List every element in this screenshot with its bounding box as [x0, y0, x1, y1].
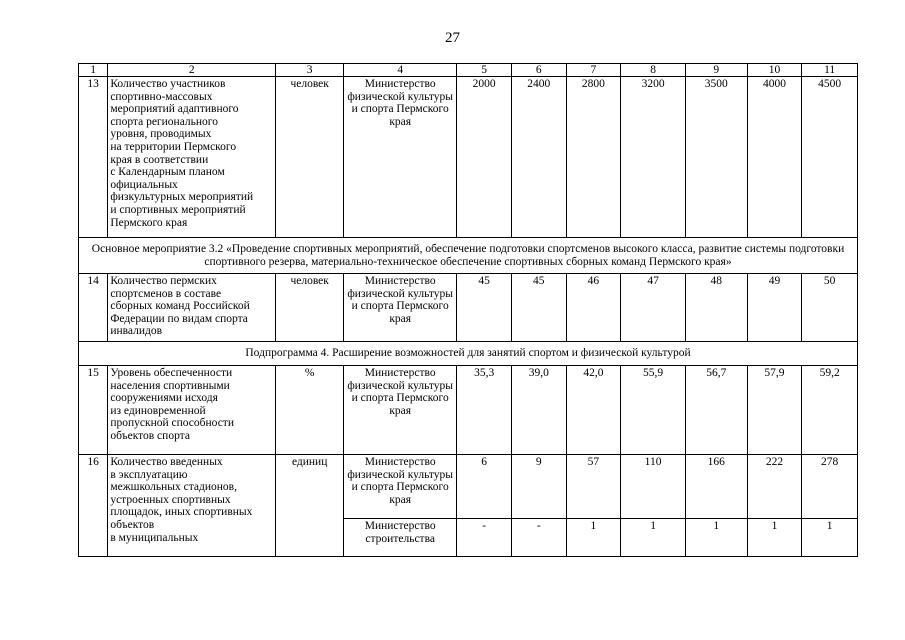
- indicator-name: Количество участников спортивно-массовых мероприятий адаптивного спорта регионального уровня, проводимых на территории Пермского края в соответствии с Календарным планом официальных физкультурных мероприятий и спортивных мероприятий Пермского края: [110, 78, 254, 229]
- column-number: 10: [747, 64, 802, 77]
- value-cell: 222: [747, 455, 802, 519]
- section-row-subprogram-4: [79, 342, 858, 366]
- value-cell: 42,0: [566, 366, 621, 455]
- value-cell: 45: [457, 274, 512, 342]
- value-cell: 110: [621, 455, 686, 519]
- responsible-ministry: Министерство строительства: [344, 519, 457, 557]
- indicator-name: Количество введенных в эксплуатацию межшкольных стадионов, устроенных спортивных площадок, иных спортивных объектов в муниципальных: [110, 456, 253, 544]
- value-cell: 1: [566, 519, 621, 557]
- row-number: 13: [79, 77, 108, 238]
- column-number: 3: [276, 64, 344, 77]
- value-cell: 59,2: [802, 366, 858, 455]
- responsible-ministry: Министерство физической культуры и спорта Пермского края: [344, 77, 457, 238]
- responsible-ministry: Министерство физической культуры и спорта Пермского края: [344, 455, 457, 519]
- value-cell: 2800: [566, 77, 621, 238]
- value-cell: 278: [802, 455, 858, 519]
- value-cell: 39,0: [511, 366, 566, 455]
- row-number: 14: [79, 274, 108, 342]
- value-cell: 6: [457, 455, 512, 519]
- column-number: 1: [79, 64, 108, 77]
- value-cell: 1: [802, 519, 858, 557]
- column-number: 11: [802, 64, 858, 77]
- column-number: 5: [457, 64, 512, 77]
- value-cell: -: [511, 519, 566, 557]
- column-number: 7: [566, 64, 621, 77]
- value-cell: 2000: [457, 77, 512, 238]
- value-cell: 2400: [511, 77, 566, 238]
- value-cell: 35,3: [457, 366, 512, 455]
- value-cell: 1: [747, 519, 802, 557]
- value-cell: 49: [747, 274, 802, 342]
- unit-of-measure: единиц: [276, 455, 344, 557]
- indicators-table: [78, 63, 858, 557]
- value-cell: 3500: [685, 77, 747, 238]
- column-number: 6: [511, 64, 566, 77]
- indicator-name: Уровень обеспеченности населения спортивными сооружениями исходя из единовременной пропускной способности объектов спорта: [110, 367, 234, 442]
- unit-of-measure: человек: [276, 274, 344, 342]
- value-cell: 57,9: [747, 366, 802, 455]
- value-cell: 56,7: [685, 366, 747, 455]
- table-row-16: [79, 455, 858, 519]
- section-row-3-2: [79, 238, 858, 274]
- value-cell: 45: [511, 274, 566, 342]
- value-cell: 3200: [621, 77, 686, 238]
- page-number: 27: [445, 30, 460, 46]
- column-number: 2: [108, 64, 276, 77]
- column-number-row: [79, 64, 858, 77]
- value-cell: 47: [621, 274, 686, 342]
- value-cell: 55,9: [621, 366, 686, 455]
- column-number: 9: [685, 64, 747, 77]
- indicator-name: Количество пермских спортсменов в составе сборных команд Российской Федерации по видам спорта инвалидов: [110, 275, 250, 338]
- value-cell: 1: [685, 519, 747, 557]
- column-number: 4: [344, 64, 457, 77]
- value-cell: 166: [685, 455, 747, 519]
- value-cell: 57: [566, 455, 621, 519]
- value-cell: 1: [621, 519, 686, 557]
- section-title: Основное мероприятие 3.2 «Проведение спортивных мероприятий, обеспечение подготовки спортсменов высокого класса, развитие системы подготовки спортивного резерва, материально-техническое обеспечение спортивных сборных команд Пермского края»: [79, 238, 858, 274]
- value-cell: 50: [802, 274, 858, 342]
- section-title: Подпрограмма 4. Расширение возможностей для занятий спортом и физической культурой: [79, 342, 858, 366]
- unit-of-measure: %: [276, 366, 344, 455]
- row-number: 15: [79, 366, 108, 455]
- table-row-13: [79, 77, 858, 238]
- responsible-ministry: Министерство физической культуры и спорта Пермского края: [344, 274, 457, 342]
- value-cell: 46: [566, 274, 621, 342]
- row-number: 16: [79, 455, 108, 557]
- value-cell: 4000: [747, 77, 802, 238]
- responsible-ministry: Министерство физической культуры и спорта Пермского края: [344, 366, 457, 455]
- table-row-15: [79, 366, 858, 455]
- column-number: 8: [621, 64, 686, 77]
- unit-of-measure: человек: [276, 77, 344, 238]
- table-row-14: [79, 274, 858, 342]
- value-cell: 9: [511, 455, 566, 519]
- value-cell: 4500: [802, 77, 858, 238]
- value-cell: 48: [685, 274, 747, 342]
- value-cell: -: [457, 519, 512, 557]
